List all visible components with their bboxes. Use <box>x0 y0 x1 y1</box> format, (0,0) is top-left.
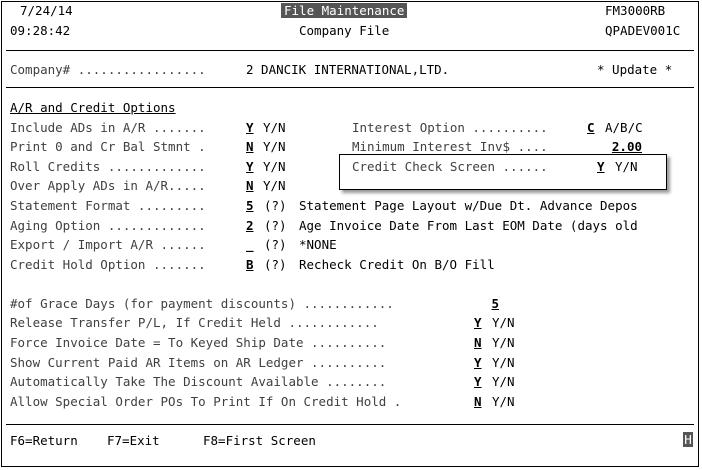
screen-subtitle: Company File <box>299 23 390 38</box>
interest-option-hint: A/B/C <box>605 120 643 135</box>
include-ads-label: Include ADs in A/R ....... <box>10 120 206 135</box>
roll-credits-hint: Y/N <box>263 159 286 174</box>
credit-hold-desc: Recheck Credit On B/O Fill <box>299 257 495 272</box>
aging-option-desc: Age Invoice Date From Last EOM Date (days old <box>299 218 638 233</box>
export-import-desc: *NONE <box>299 237 337 252</box>
over-apply-label: Over Apply ADs in A/R..... <box>10 178 206 193</box>
include-ads-field[interactable]: Y <box>246 120 254 135</box>
device-name: QPADEV001C <box>605 23 681 38</box>
interest-option-label: Interest Option .......... <box>352 120 548 135</box>
statement-format-desc: Statement Page Layout w/Due Dt. Advance Depos <box>299 198 638 213</box>
min-interest-label: Minimum Interest Inv$ .... <box>352 139 548 154</box>
print-zero-field[interactable]: N <box>246 139 254 154</box>
force-invoice-field[interactable]: N <box>474 335 482 350</box>
auto-discount-field[interactable]: Y <box>474 374 482 389</box>
header-divider <box>6 50 694 51</box>
f7-exit-key[interactable]: F7=Exit <box>107 433 160 448</box>
company-divider <box>6 87 694 88</box>
credit-hold-label: Credit Hold Option ....... <box>10 257 206 272</box>
roll-credits-label: Roll Credits ............. <box>10 159 206 174</box>
interest-option-field[interactable]: C <box>587 120 595 135</box>
grace-days-field[interactable]: 5 <box>491 296 499 311</box>
credit-hold-prompt[interactable]: (?) <box>264 257 287 272</box>
min-interest-field[interactable]: 2.00 <box>611 139 642 154</box>
export-import-label: Export / Import A/R ...... <box>10 237 206 252</box>
f6-return-key[interactable]: F6=Return <box>10 433 78 448</box>
credit-check-field[interactable]: Y <box>597 159 605 174</box>
mode-indicator: * Update * <box>597 62 673 77</box>
roll-credits-field[interactable]: Y <box>246 159 254 174</box>
header-date: 7/24/14 <box>20 3 73 18</box>
screen-title: File Maintenance <box>281 3 407 18</box>
aging-option-field[interactable]: 2 <box>246 218 254 233</box>
special-order-field[interactable]: N <box>474 394 482 409</box>
header-time: 09:28:42 <box>10 23 71 38</box>
f8-first-screen-key[interactable]: F8=First Screen <box>203 433 316 448</box>
include-ads-hint: Y/N <box>263 120 286 135</box>
credit-hold-field[interactable]: B <box>246 257 254 272</box>
force-invoice-hint: Y/N <box>492 335 515 350</box>
auto-discount-hint: Y/N <box>492 374 515 389</box>
force-invoice-label: Force Invoice Date = To Keyed Ship Date .......... <box>10 335 387 350</box>
over-apply-hint: Y/N <box>263 178 286 193</box>
aging-option-prompt[interactable]: (?) <box>264 218 287 233</box>
footer-divider <box>6 424 694 425</box>
grace-days-label: #of Grace Days (for payment discounts) ............ <box>10 296 394 311</box>
release-transfer-label: Release Transfer P/L, If Credit Held ............ <box>10 315 379 330</box>
company-value: 2 DANCIK INTERNATIONAL,LTD. <box>246 62 450 77</box>
show-paid-label: Show Current Paid AR Items on AR Ledger .......... <box>10 355 387 370</box>
export-import-field[interactable]: _ <box>246 237 254 252</box>
special-order-hint: Y/N <box>492 394 515 409</box>
special-order-label: Allow Special Order POs To Print If On Credit Hold . <box>10 394 402 409</box>
cursor-indicator: H <box>684 432 692 447</box>
statement-format-prompt[interactable]: (?) <box>264 198 287 213</box>
program-name: FM3000RB <box>605 3 666 18</box>
print-zero-hint: Y/N <box>263 139 286 154</box>
statement-format-label: Statement Format ......... <box>10 198 206 213</box>
print-zero-label: Print 0 and Cr Bal Stmnt . <box>10 139 206 154</box>
auto-discount-label: Automatically Take The Discount Available ........ <box>10 374 387 389</box>
over-apply-field[interactable]: N <box>246 178 254 193</box>
aging-option-label: Aging Option ............. <box>10 218 206 233</box>
export-import-prompt[interactable]: (?) <box>264 237 287 252</box>
statement-format-field[interactable]: 5 <box>246 198 254 213</box>
credit-check-hint: Y/N <box>615 159 638 174</box>
section-title: A/R and Credit Options <box>10 100 176 115</box>
show-paid-field[interactable]: Y <box>474 355 482 370</box>
company-label: Company# ................. <box>10 62 206 77</box>
release-transfer-hint: Y/N <box>492 315 515 330</box>
release-transfer-field[interactable]: Y <box>474 315 482 330</box>
credit-check-label: Credit Check Screen ...... <box>352 159 548 174</box>
show-paid-hint: Y/N <box>492 355 515 370</box>
